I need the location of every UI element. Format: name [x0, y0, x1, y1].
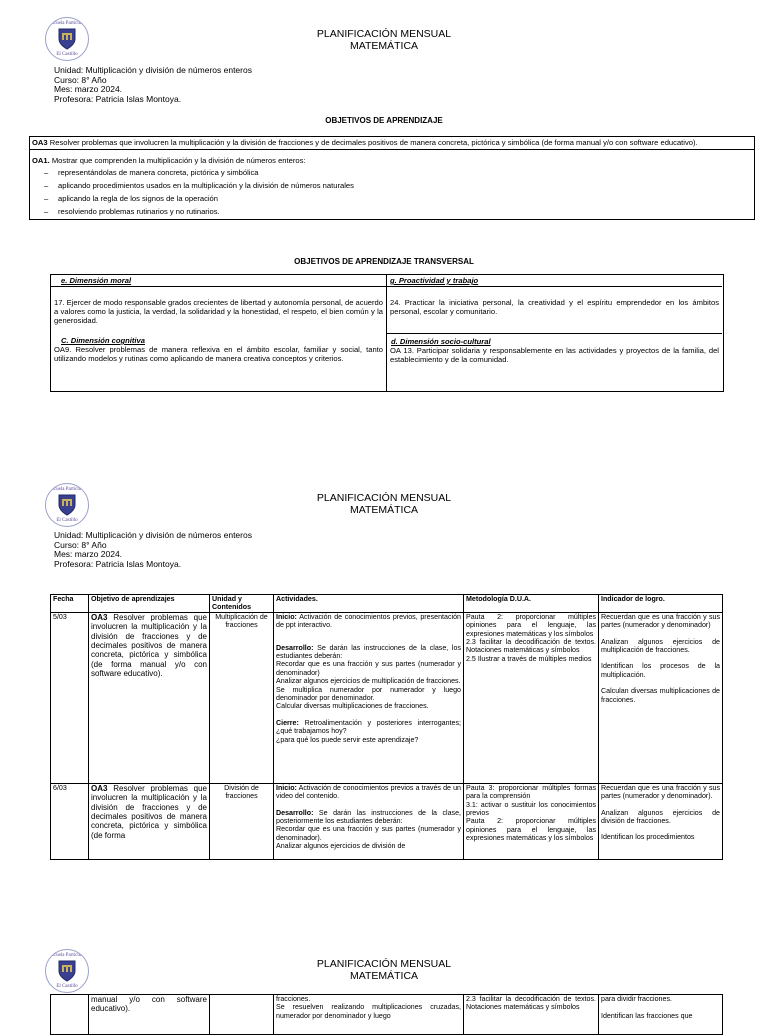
- list-item: para dividir fracciones.: [601, 995, 672, 1003]
- logo-text-bottom: El Castillo: [56, 984, 78, 989]
- meta-block: [54, 66, 252, 104]
- cell-indicador: [599, 612, 723, 783]
- title-line-1: PLANIFICACIÓN MENSUAL: [316, 492, 452, 504]
- desarrollo-label: Desarrollo:: [276, 643, 314, 652]
- cell-objetivo: manual y/o con software educativo).: [89, 995, 210, 1035]
- list-item: Identifican los procesos de la multiplicación.: [601, 662, 720, 679]
- meta-curso: Curso: 8° Año: [54, 74, 107, 85]
- transversal-title: OBJETIVOS DE APRENDIZAJE TRANSVERSAL: [294, 257, 474, 266]
- table-row: [51, 783, 723, 859]
- cell-actividades: [274, 783, 464, 859]
- desarrollo-text: Se darán las instrucciones de la clase, los estudiantes deberán:: [276, 643, 461, 661]
- oa1-text: Mostrar que comprenden la multiplicación y la división de números enteros:: [49, 156, 306, 165]
- logo-text-top: Escuela Particular: [48, 21, 86, 26]
- page-title: [0, 492, 768, 516]
- cierre-question: ¿para qué los puede servir este aprendizaje?: [276, 735, 419, 744]
- oa1-list: [32, 166, 752, 218]
- cognitiva-title: C. Dimensión cognitiva: [61, 336, 145, 345]
- moral-text: 17. Ejercer de modo responsable grados crecientes de libertad y autonomía personal, de acuerdo a valores como la justicia, la verdad, la solidaridad y la honestidad, el respeto, el bien común y la generosidad.: [54, 298, 383, 325]
- cell-indicador: [599, 783, 723, 859]
- title-line-1: PLANIFICACIÓN MENSUAL: [316, 958, 452, 970]
- list-item: Pauta 2: proporcionar múltiples opiniones para el lenguaje, las expresiones matemáticas y los símbolos: [466, 817, 596, 843]
- list-item: Analizan algunos ejercicios de división de fracciones.: [601, 808, 720, 826]
- cierre-text: Retroalimentación y posteriores interrogantes; ¿qué trabajamos hoy?: [276, 718, 461, 736]
- inicio-label: Inicio:: [276, 612, 297, 621]
- desarrollo-label: Desarrollo:: [276, 808, 314, 817]
- list-item: – aplicando la regla de los signos de la operación: [32, 192, 752, 205]
- title-line-1: PLANIFICACIÓN MENSUAL: [316, 28, 452, 40]
- list-item: fracciones.: [276, 995, 311, 1003]
- list-item: Recordar que es una fracción y sus partes (numerador y denominador).: [276, 825, 461, 842]
- cell-fecha: 6/03: [51, 783, 89, 859]
- logo-text-bottom: El Castillo: [56, 518, 78, 523]
- list-item: Recordar que es una fracción y sus partes (numerador y denominador): [276, 660, 461, 677]
- meta-profesora: Profesora: Patricia Islas Montoya.: [54, 93, 182, 104]
- oa3-text: Resolver problemas que involucren la multiplicación y la división de fracciones y de decimales positivos de manera concreta, pictórica y simbólica (de forma manual y/o con software educativo).: [47, 138, 698, 147]
- inicio-text: Activación de conocimientos previos, presentación de ppt interactivo.: [276, 612, 461, 630]
- proactividad-title: g. Proactividad y trabajo: [387, 275, 722, 287]
- divider: [387, 333, 722, 334]
- cell-objetivo: [89, 783, 210, 859]
- moral-title: e. Dimensión moral: [51, 275, 386, 287]
- oa-text: Resolver problemas que involucren la multiplicación y la división de fracciones y de decimales positivos de manera concreta, pictórica y simbólica (de forma manual y/o con software educativo).: [91, 612, 207, 679]
- header-indicador: Indicador de logro.: [599, 595, 723, 613]
- cognitiva-text: OA9. Resolver problemas de manera reflexiva en el ámbito escolar, familiar y social, tanto utilizando modelos y rutinas como aplicando de manera creativa conceptos y criterios.: [54, 345, 383, 363]
- list-item: Pauta 3: proporcionar múltiples formas para la comprensión: [466, 783, 596, 801]
- cell-metodologia: [464, 612, 599, 783]
- list-item: Se multiplica numerador por numerador y luego denominador por denominador.: [276, 685, 461, 703]
- transversal-right: [387, 275, 722, 391]
- oa3-row: [30, 137, 754, 150]
- cell-fecha: 5/03: [51, 612, 89, 783]
- list-item: Calcular diversas multiplicaciones de fracciones.: [276, 702, 429, 711]
- list-item: – aplicando procedimientos usados en la multiplicación y la división de números naturales: [32, 179, 752, 192]
- list-item: Se resuelven realizando multiplicaciones cruzadas, numerador por denominador y luego: [276, 1003, 461, 1020]
- list-item: 3.1: activar o sustituir los conocimientos previos: [466, 800, 596, 818]
- oa1-row: [30, 150, 754, 219]
- meta-unidad: Unidad: Multiplicación y división de números enteros: [54, 65, 252, 75]
- title-line-2: MATEMÁTICA: [349, 970, 419, 982]
- cell-unidad: [210, 995, 274, 1035]
- cell-actividades: [274, 995, 464, 1035]
- page-title: [0, 28, 768, 52]
- list-item: Identifican los procedimientos: [601, 833, 695, 842]
- list-item: Analizar algunos ejercicios de multiplicación de fracciones.: [276, 677, 461, 686]
- cell-indicador: [599, 995, 723, 1035]
- cell-metodologia: [464, 783, 599, 859]
- meta-mes: Mes: marzo 2024.: [54, 84, 123, 94]
- logo-text-top: Escuela Particular: [48, 487, 86, 492]
- meta-block: [54, 531, 252, 569]
- oa3-code: OA3: [32, 138, 48, 147]
- table-row: [51, 612, 723, 783]
- list-item: Recuerdan que es una fracción y sus partes (numerador y denominador).: [601, 783, 720, 801]
- header-metodologia: Metodología D.U.A.: [464, 595, 599, 613]
- list-item: Analizan algunos ejercicios de multiplicación de fracciones.: [601, 637, 720, 655]
- proactividad-text: 24. Practicar la iniciativa personal, la creatividad y el espíritu emprendedor en los ámbitos personal, escolar y comunitario.: [390, 298, 719, 316]
- planning-table: [50, 594, 723, 860]
- transversal-box: [50, 274, 724, 392]
- list-item: Calculan diversas multiplicaciones de fracciones.: [601, 687, 720, 704]
- logo-text-top: Escuela Particular: [48, 953, 86, 958]
- header-actividades: Actividades.: [274, 595, 464, 613]
- socio-text: OA 13. Participar solidaria y responsablemente en las actividades y proyectos de la familia, del establecimiento y de la comunidad.: [390, 346, 719, 364]
- title-line-2: MATEMÁTICA: [349, 40, 419, 52]
- oa-text: Resolver problemas que involucren la multiplicación y la división de fracciones y de decimales positivos de manera concreta, pictórica y simbólica (de forma: [91, 783, 207, 840]
- cell-unidad: División de fracciones: [210, 783, 274, 859]
- table-header-row: [51, 595, 723, 613]
- desarrollo-text: Se darán las instrucciones de la clase, posteriormente los estudiantes deberán:: [276, 808, 461, 826]
- objetivos-box: [29, 136, 755, 220]
- meta-unidad: Unidad: Multiplicación y división de números enteros: [54, 530, 252, 540]
- socio-title: d. Dimensión socio-cultural: [391, 337, 491, 346]
- transversal-left: [51, 275, 387, 391]
- inicio-text: Activación de conocimientos previos a través de un video del contenido.: [276, 783, 461, 801]
- list-item: Identifican las fracciones que: [601, 1011, 693, 1020]
- list-item: Pauta 2: proporcionar múltiples opiniones para el lenguaje, las expresiones matemáticas y los símbolos: [466, 612, 596, 638]
- page-title: [0, 958, 768, 982]
- list-item: 2.5 Ilustrar a través de múltiples medios: [466, 654, 592, 663]
- logo-text-bottom: El Castillo: [56, 52, 78, 57]
- meta-curso: Curso: 8° Año: [54, 539, 107, 550]
- objetivos-title: OBJETIVOS DE APRENDIZAJE: [325, 116, 443, 125]
- meta-mes: Mes: marzo 2024.: [54, 549, 123, 559]
- table-row: [51, 995, 723, 1035]
- list-item: – representándolas de manera concreta, pictórica y simbólica: [32, 166, 752, 179]
- list-item: – resolviendo problemas rutinarios y no rutinarios.: [32, 205, 752, 218]
- list-item: 2.3 facilitar la decodificación de textos. Notaciones matemáticas y símbolos: [466, 638, 596, 655]
- title-line-2: MATEMÁTICA: [349, 504, 419, 516]
- cell-fecha: [51, 995, 89, 1035]
- header-fecha: Fecha: [51, 595, 89, 613]
- list-item: Analizar algunos ejercicios de división de: [276, 842, 406, 851]
- header-unidad: Unidad y Contenidos: [210, 595, 274, 613]
- meta-profesora: Profesora: Patricia Islas Montoya.: [54, 558, 182, 569]
- cell-metodologia: 2.3 facilitar la decodificación de textos. Notaciones matemáticas y símbolos: [464, 995, 599, 1035]
- cierre-label: Cierre:: [276, 718, 299, 727]
- cell-objetivo: [89, 612, 210, 783]
- header-objetivo: Objetivo de aprendizajes: [89, 595, 210, 613]
- cell-unidad: Multiplicación de fracciones: [210, 612, 274, 783]
- inicio-label: Inicio:: [276, 783, 297, 792]
- oa-code: OA3: [91, 783, 108, 793]
- oa-code: OA3: [91, 612, 108, 622]
- list-item: Recuerdan que es una fracción y sus partes (numerador y denominador): [601, 612, 720, 630]
- oa1-code: OA1.: [32, 156, 50, 165]
- cell-actividades: [274, 612, 464, 783]
- planning-table-continued: [50, 994, 723, 1035]
